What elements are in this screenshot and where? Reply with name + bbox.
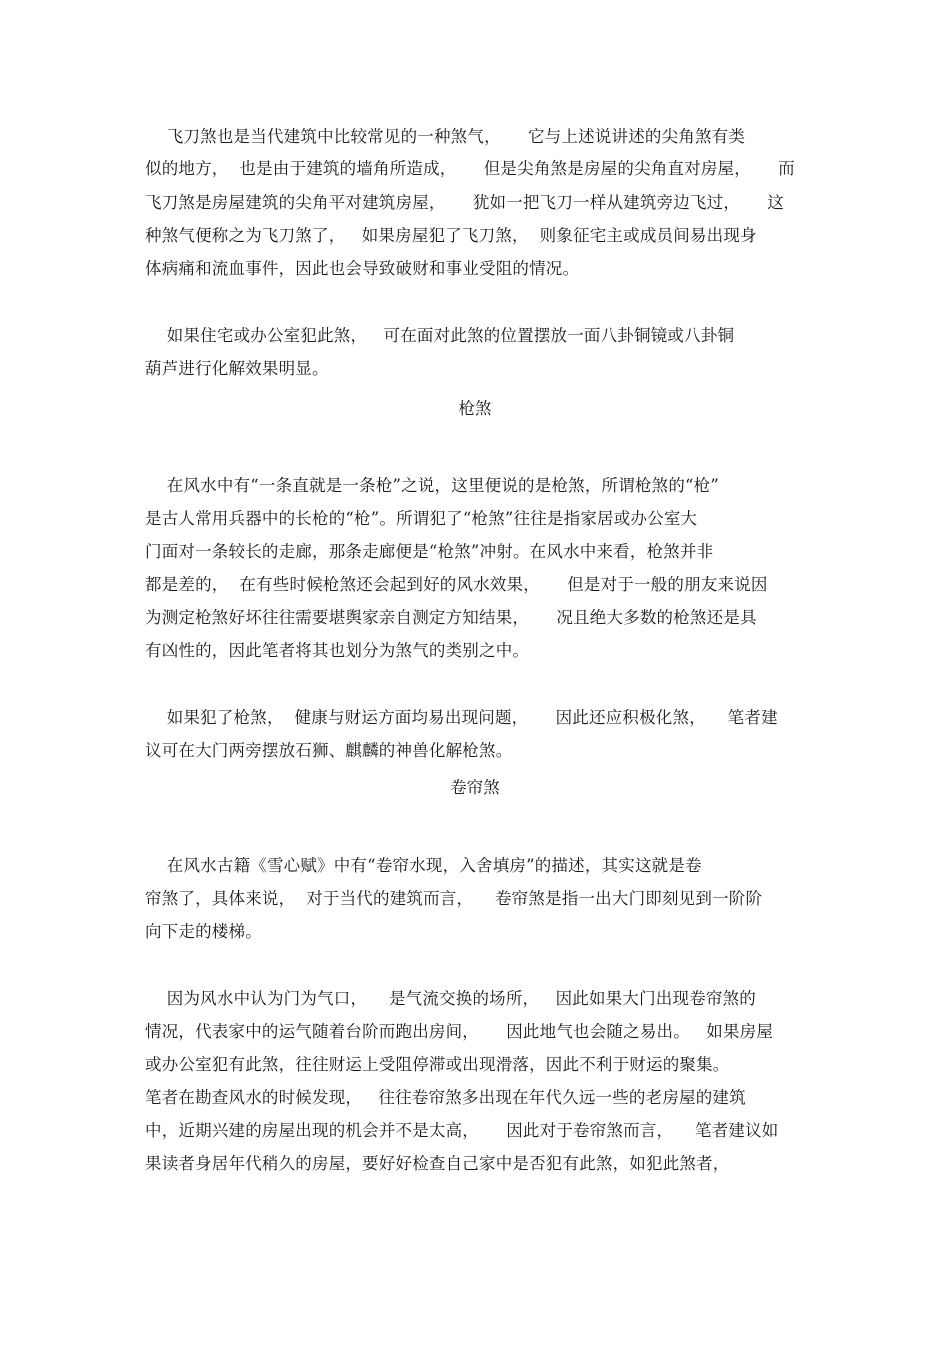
text-line: 果读者身居年代稍久的房屋，要好好检查自己家中是否犯有此煞，如犯此煞者，	[145, 1154, 730, 1173]
text-line: 似的地方， 也是由于建筑的墙角所造成， 但是尖角煞是房屋的尖角直对房屋， 而	[145, 159, 795, 178]
text-line: 笔者在勘查风水的时候发现， 往往卷帘煞多出现在年代久远一些的老房屋的建筑	[145, 1088, 746, 1107]
text-line: 因为风水中认为门为气口， 是气流交换的场所， 因此如果大门出现卷帘煞的	[145, 989, 756, 1008]
text-line: 是古人常用兵器中的长枪的“枪”。所谓犯了“枪煞”往往是指家居或办公室大	[145, 509, 698, 528]
text-line: 如果住宅或办公室犯此煞， 可在面对此煞的位置摆放一面八卦铜镜或八卦铜	[145, 326, 735, 345]
text-line: 都是差的， 在有些时候枪煞还会起到好的风水效果， 但是对于一般的朋友来说因	[145, 575, 768, 594]
text-line: 议可在大门两旁摆放石狮、麒麟的神兽化解枪煞。	[145, 741, 513, 760]
text-line: 为测定枪煞好坏往往需要堪舆家亲自测定方知结果， 况且绝大多数的枪煞还是具	[145, 608, 757, 627]
text-line: 中，近期兴建的房屋出现的机会并不是太高， 因此对于卷帘煞而言， 笔者建议如	[145, 1121, 779, 1140]
text-line: 体病痛和流血事件，因此也会导致破财和事业受阻的情况。	[145, 259, 580, 278]
text-line: 如果犯了枪煞， 健康与财运方面均易出现问题， 因此还应积极化煞， 笔者建	[145, 708, 778, 727]
section-heading: 卷帘煞	[450, 778, 500, 797]
text-line: 门面对一条较长的走廊，那条走廊便是“枪煞”冲射。在风水中来看，枪煞并非	[145, 542, 714, 561]
text-line: 向下走的楼梯。	[145, 922, 262, 941]
text-line: 葫芦进行化解效果明显。	[145, 359, 329, 378]
text-line: 种煞气便称之为飞刀煞了， 如果房屋犯了飞刀煞， 则象征宅主或成员间易出现身	[145, 226, 757, 245]
text-line: 在风水古籍《雪心赋》中有“卷帘水现，入舍填房”的描述，其实这就是卷	[145, 856, 702, 875]
text-line: 飞刀煞也是当代建筑中比较常见的一种煞气， 它与上述说讲述的尖角煞有类	[145, 127, 746, 146]
text-line: 帘煞了，具体来说， 对于当代的建筑而言， 卷帘煞是指一出大门即刻见到一阶阶	[145, 889, 763, 908]
text-line: 飞刀煞是房屋建筑的尖角平对建筑房屋， 犹如一把飞刀一样从建筑旁边飞过， 这	[145, 193, 784, 212]
section-heading: 枪煞	[458, 399, 492, 418]
text-line: 有凶性的，因此笔者将其也划分为煞气的类别之中。	[145, 641, 530, 660]
text-line: 在风水中有“一条直就是一条枪”之说，这里便说的是枪煞，所谓枪煞的“枪”	[145, 476, 720, 495]
text-line: 或办公室犯有此煞，往往财运上受阻停滞或出现滑落，因此不利于财运的聚集。	[145, 1055, 730, 1074]
text-line: 情况，代表家中的运气随着台阶而跑出房间， 因此地气也会随之易出。 如果房屋	[145, 1022, 774, 1041]
